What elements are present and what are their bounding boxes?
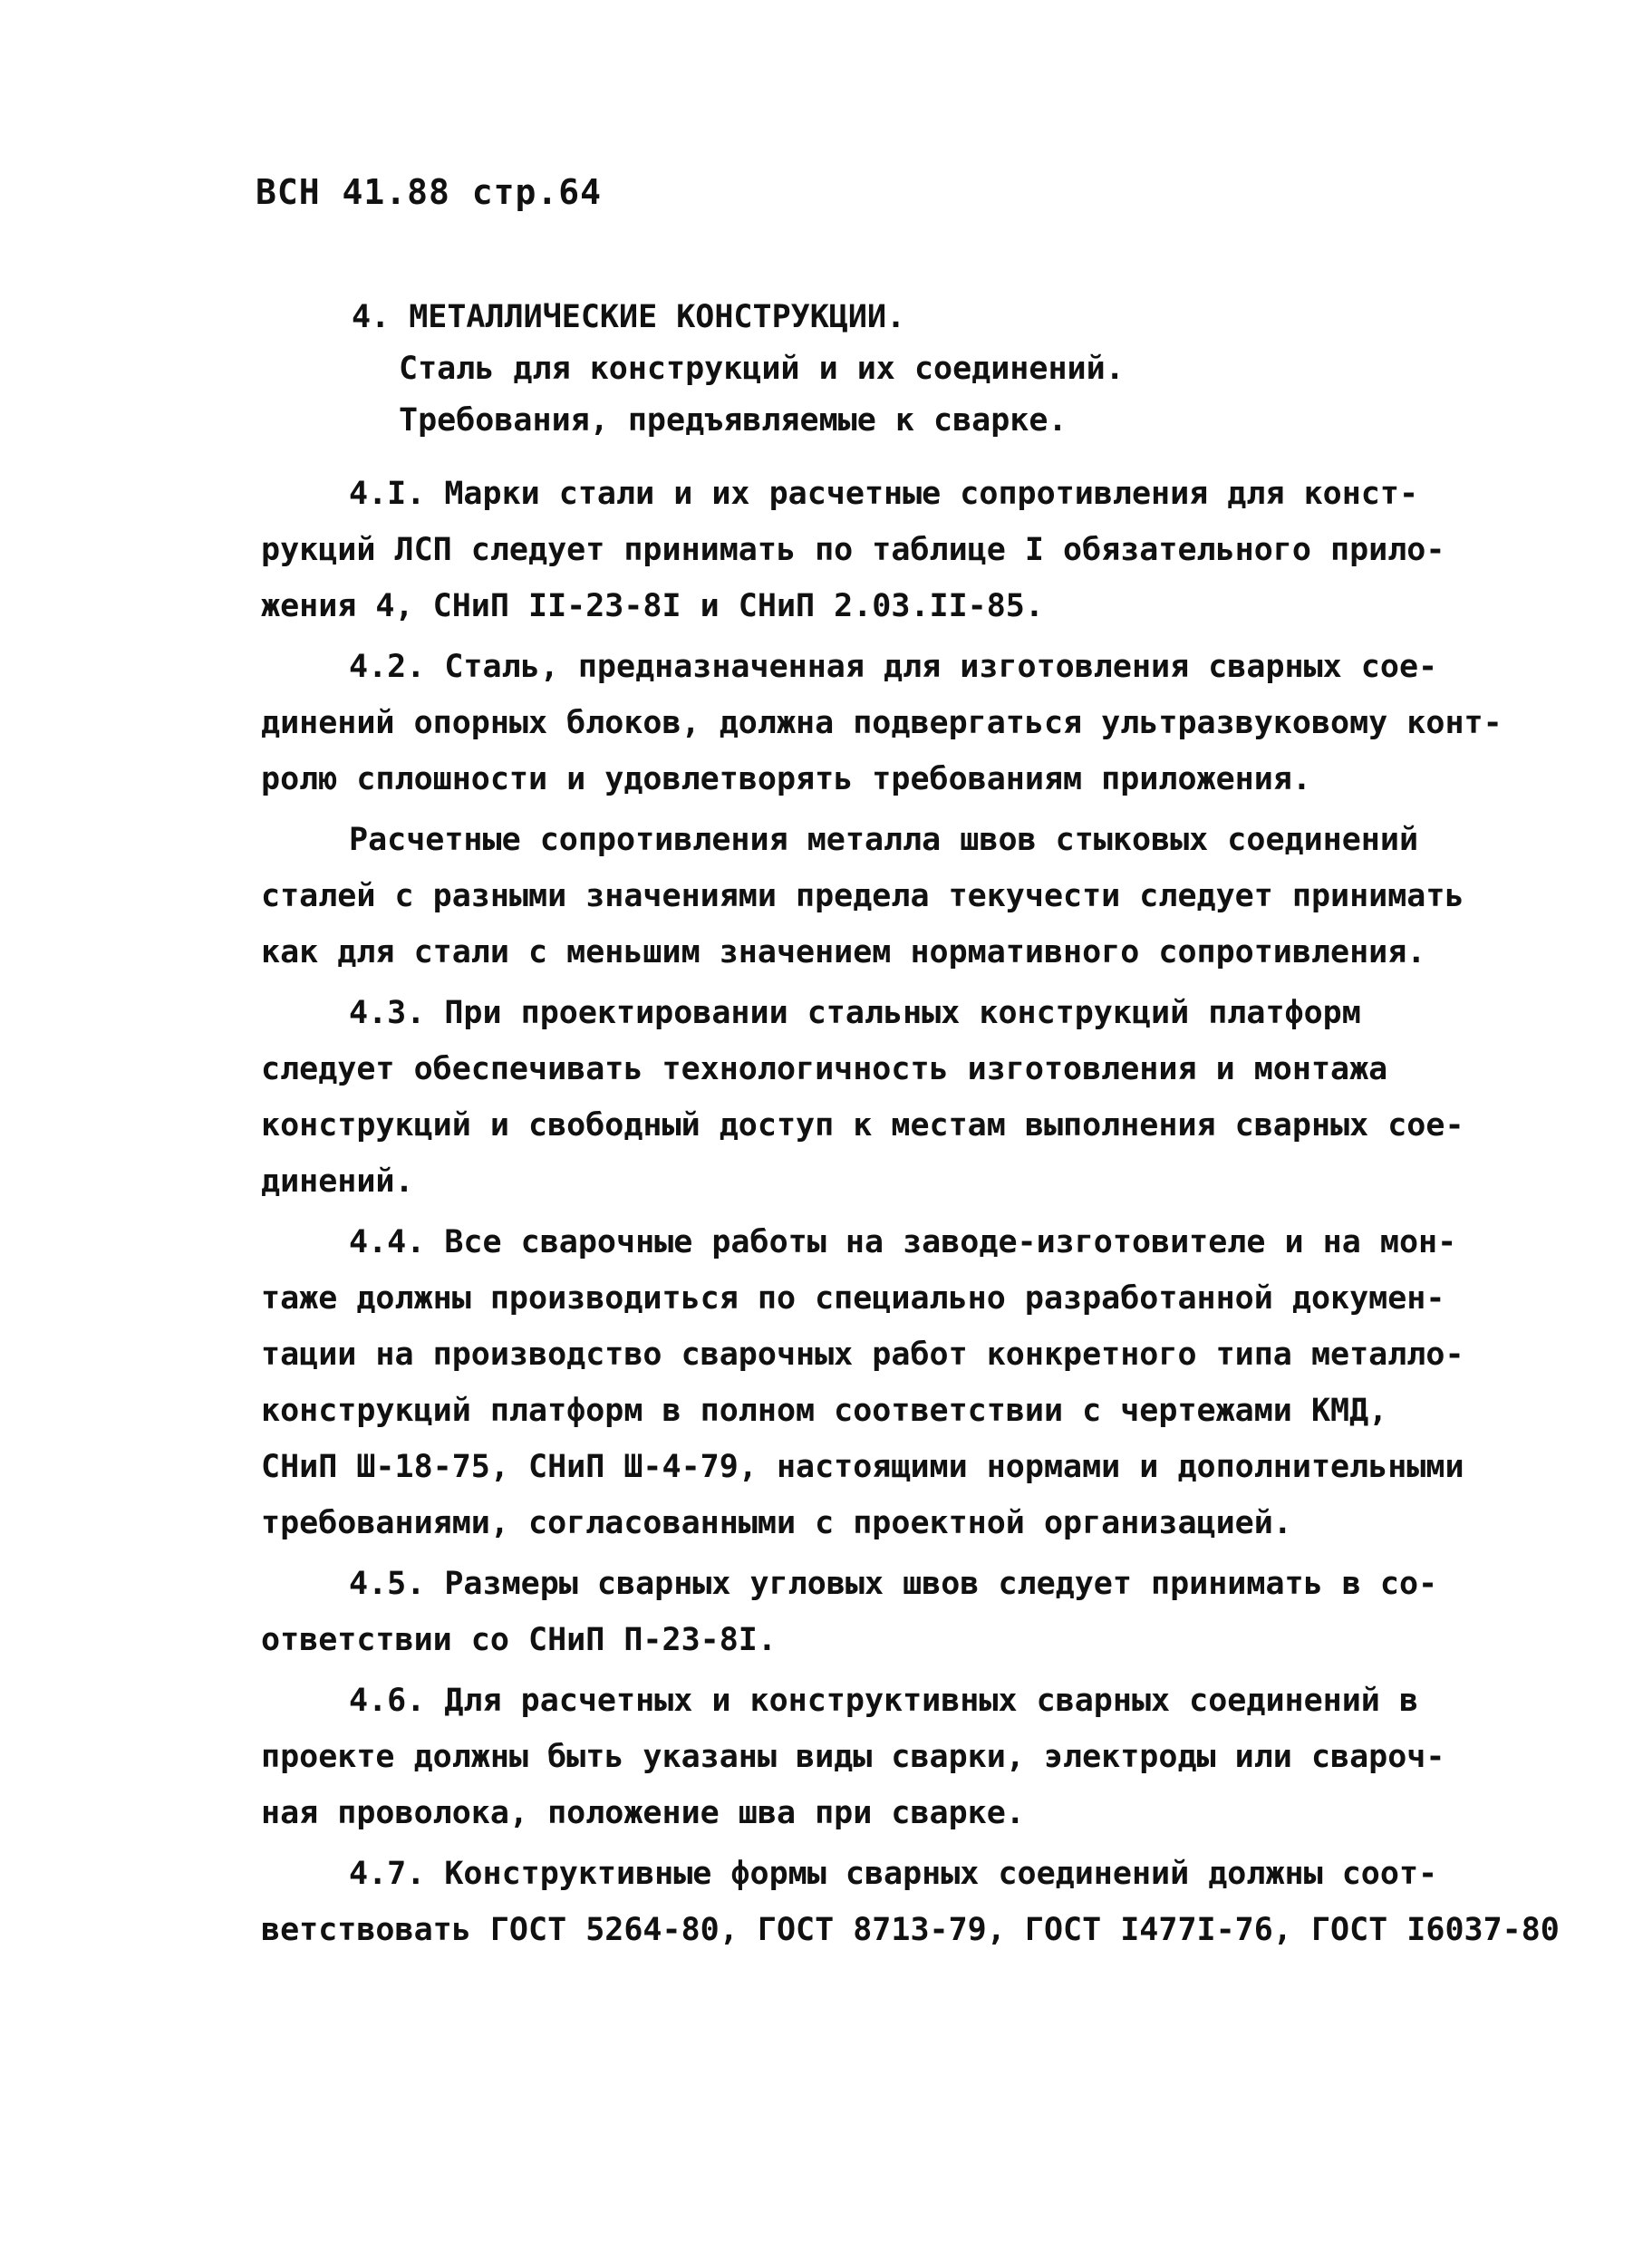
text-line: тации на производство сварочных работ конкретного типа металло- xyxy=(261,1337,1464,1373)
section-title xyxy=(352,292,1125,447)
paragraph xyxy=(261,812,1464,980)
text-line: ролю сплошности и удовлетворять требованиям приложения. xyxy=(261,761,1311,797)
section-heading: 4. МЕТАЛЛИЧЕСКИЕ КОНСТРУКЦИИ. xyxy=(352,299,906,335)
text-line: ветствовать ГОСТ 5264-80, ГОСТ 8713-79, ГОСТ I477I-76, ГОСТ I6037-80 xyxy=(261,1912,1560,1948)
text-line: 4.I. Марки стали и их расчетные сопротивления для конст- xyxy=(349,476,1419,512)
text-line: ная проволока, положение шва при сварке. xyxy=(261,1795,1025,1831)
section-subheading-2: Требования, предъявляемые к сварке. xyxy=(399,402,1068,439)
text-line: конструкций платформ в полном соответствии с чертежами КМД, xyxy=(261,1393,1388,1429)
document-body xyxy=(261,466,1560,1958)
text-line: рукций ЛСП следует принимать по таблице I обязательного прило- xyxy=(261,532,1445,568)
text-line: следует обеспечивать технологичность изготовления и монтажа xyxy=(261,1051,1388,1087)
paragraph xyxy=(261,1214,1464,1551)
text-line: Расчетные сопротивления металла швов стыковых соединений xyxy=(349,822,1419,858)
text-line: сталей с разными значениями предела текучести следует принимать xyxy=(261,878,1464,914)
text-line: динений опорных блоков, должна подвергаться ультразвуковому конт- xyxy=(261,705,1503,741)
page-reference: ВСН 41.88 стр.64 xyxy=(256,172,603,212)
text-line: таже должны производиться по специально разработанной докумен- xyxy=(261,1280,1445,1317)
paragraph xyxy=(261,1846,1560,1958)
text-line: 4.7. Конструктивные формы сварных соединений должны соот- xyxy=(349,1856,1438,1892)
paragraph xyxy=(261,639,1503,807)
text-line: 4.6. Для расчетных и конструктивных сварных соединений в xyxy=(349,1683,1419,1719)
text-line: 4.2. Сталь, предназначенная для изготовления сварных сое- xyxy=(349,649,1438,685)
text-line: 4.4. Все сварочные работы на заводе-изготовителе и на мон- xyxy=(349,1224,1457,1260)
text-line: 4.5. Размеры сварных угловых швов следует принимать в со- xyxy=(349,1566,1438,1602)
paragraph xyxy=(261,1673,1445,1841)
text-line: ответствии со СНиП П-23-8I. xyxy=(261,1622,777,1658)
paragraph xyxy=(261,466,1445,634)
paragraph xyxy=(261,985,1464,1210)
text-line: как для стали с меньшим значением нормативного сопротивления. xyxy=(261,934,1426,970)
section-subheading: Сталь для конструкций и их соединений. xyxy=(399,351,1125,387)
text-line: проекте должны быть указаны виды сварки, электроды или свароч- xyxy=(261,1739,1445,1775)
text-line: динений. xyxy=(261,1163,414,1200)
text-line: 4.3. При проектировании стальных конструкций платформ xyxy=(349,995,1361,1031)
text-line: требованиями, согласованными с проектной организацией. xyxy=(261,1505,1292,1541)
text-line: СНиП Ш-18-75, СНиП Ш-4-79, настоящими нормами и дополнительными xyxy=(261,1449,1464,1485)
text-line: конструкций и свободный доступ к местам выполнения сварных сое- xyxy=(261,1107,1464,1144)
paragraph xyxy=(261,1556,1439,1668)
text-line: жения 4, СНиП II-23-8I и СНиП 2.03.II-85. xyxy=(261,588,1044,624)
